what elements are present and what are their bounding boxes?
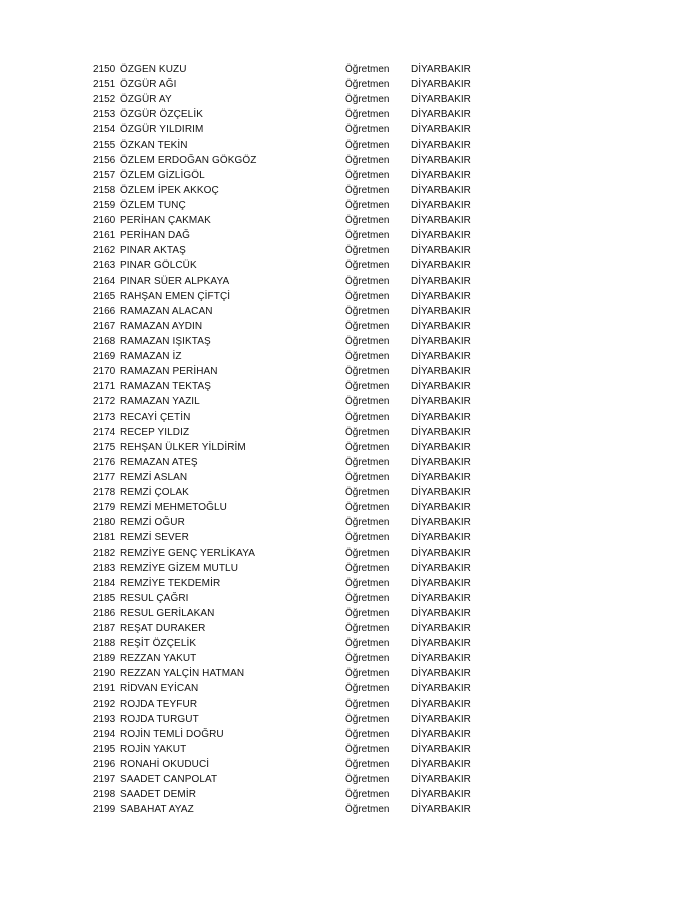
- job-title: Öğretmen: [345, 789, 390, 801]
- list-row: [93, 228, 513, 243]
- row-number: 2161: [93, 230, 116, 242]
- person-name: RAMAZAN TEKTAŞ: [120, 381, 212, 393]
- row-number: 2178: [93, 487, 116, 499]
- job-title: Öğretmen: [345, 532, 390, 544]
- city-name: DİYARBAKIR: [411, 290, 471, 302]
- city-name: DİYARBAKIR: [411, 366, 471, 378]
- job-title: Öğretmen: [345, 759, 390, 771]
- row-number: 2177: [93, 471, 116, 483]
- person-name: REMZİ MEHMETOĞLU: [120, 502, 227, 514]
- list-row: [93, 258, 513, 273]
- city-name: DİYARBAKIR: [411, 774, 471, 786]
- city-name: DİYARBAKIR: [411, 305, 471, 317]
- list-row: [93, 183, 513, 198]
- person-name: ROJDA TEYFUR: [120, 698, 198, 710]
- row-number: 2184: [93, 577, 116, 589]
- person-name: ÖZKAN TEKİN: [120, 139, 188, 151]
- job-title: Öğretmen: [345, 215, 390, 227]
- city-name: DİYARBAKIR: [411, 743, 471, 755]
- person-name: PINAR GÖLCÜK: [120, 260, 197, 272]
- job-title: Öğretmen: [345, 245, 390, 257]
- person-name: REHŞAN ÜLKER YİLDİRİM: [120, 441, 246, 453]
- city-name: DİYARBAKIR: [411, 728, 471, 740]
- job-title: Öğretmen: [345, 305, 390, 317]
- list-row: [93, 425, 513, 440]
- list-row: [93, 274, 513, 289]
- city-name: DİYARBAKIR: [411, 396, 471, 408]
- job-title: Öğretmen: [345, 381, 390, 393]
- list-row: [93, 394, 513, 409]
- city-name: DİYARBAKIR: [411, 592, 471, 604]
- job-title: Öğretmen: [345, 728, 390, 740]
- row-number: 2156: [93, 154, 116, 166]
- list-row: [93, 198, 513, 213]
- city-name: DİYARBAKIR: [411, 532, 471, 544]
- person-name: ROJİN YAKUT: [120, 743, 187, 755]
- job-title: Öğretmen: [345, 547, 390, 559]
- row-number: 2169: [93, 351, 116, 363]
- row-number: 2152: [93, 94, 116, 106]
- person-name: REMZİYE TEKDEMİR: [120, 577, 221, 589]
- person-name: RAHŞAN EMEN ÇİFTÇİ: [120, 290, 231, 302]
- job-title: Öğretmen: [345, 154, 390, 166]
- list-row: [93, 606, 513, 621]
- row-number: 2188: [93, 638, 116, 650]
- list-row: [93, 213, 513, 228]
- list-row: [93, 697, 513, 712]
- list-row: [93, 772, 513, 787]
- row-number: 2150: [93, 64, 116, 75]
- list-row: [93, 122, 513, 137]
- row-number: 2173: [93, 411, 116, 423]
- city-name: DİYARBAKIR: [411, 456, 471, 468]
- person-name: RAMAZAN PERİHAN: [120, 366, 218, 378]
- city-name: DİYARBAKIR: [411, 124, 471, 136]
- person-name: REMZİYE GİZEM MUTLU: [120, 562, 239, 574]
- row-number: 2182: [93, 547, 116, 559]
- list-row: [93, 243, 513, 258]
- list-row: [93, 168, 513, 183]
- person-name: REMZİ OĞUR: [120, 517, 185, 529]
- job-title: Öğretmen: [345, 199, 390, 211]
- row-number: 2160: [93, 215, 116, 227]
- job-title: Öğretmen: [345, 668, 390, 680]
- city-name: DİYARBAKIR: [411, 335, 471, 347]
- city-name: DİYARBAKIR: [411, 517, 471, 529]
- job-title: Öğretmen: [345, 275, 390, 287]
- list-row: [93, 591, 513, 606]
- job-title: Öğretmen: [345, 638, 390, 650]
- city-name: DİYARBAKIR: [411, 351, 471, 363]
- job-title: Öğretmen: [345, 653, 390, 665]
- city-name: DİYARBAKIR: [411, 562, 471, 574]
- person-name: REMAZAN ATEŞ: [120, 456, 198, 468]
- person-name: PERİHAN DAĞ: [120, 230, 191, 242]
- row-number: 2172: [93, 396, 116, 408]
- person-name: REMZİ SEVER: [120, 532, 189, 544]
- job-title: Öğretmen: [345, 366, 390, 378]
- row-number: 2197: [93, 774, 116, 786]
- list-row: [93, 681, 513, 696]
- list-row: [93, 153, 513, 168]
- city-name: DİYARBAKIR: [411, 320, 471, 332]
- city-name: DİYARBAKIR: [411, 245, 471, 257]
- city-name: DİYARBAKIR: [411, 683, 471, 695]
- row-number: 2196: [93, 759, 116, 771]
- list-row: [93, 379, 513, 394]
- job-title: Öğretmen: [345, 698, 390, 710]
- city-name: DİYARBAKIR: [411, 623, 471, 635]
- person-name: RAMAZAN YAZIL: [120, 396, 200, 408]
- row-number: 2154: [93, 124, 116, 136]
- city-name: DİYARBAKIR: [411, 502, 471, 514]
- city-name: DİYARBAKIR: [411, 411, 471, 423]
- row-number: 2186: [93, 607, 116, 619]
- row-number: 2189: [93, 653, 116, 665]
- row-number: 2159: [93, 199, 116, 211]
- list-row: [93, 319, 513, 334]
- person-name: ÖZLEM TUNÇ: [120, 199, 186, 211]
- row-number: 2199: [93, 804, 116, 816]
- list-row: [93, 349, 513, 364]
- job-title: Öğretmen: [345, 184, 390, 196]
- city-name: DİYARBAKIR: [411, 759, 471, 771]
- job-title: Öğretmen: [345, 351, 390, 363]
- job-title: Öğretmen: [345, 124, 390, 136]
- list-row: [93, 636, 513, 651]
- city-name: DİYARBAKIR: [411, 184, 471, 196]
- person-name: RAMAZAN ALACAN: [120, 305, 213, 317]
- list-row: [93, 92, 513, 107]
- teacher-list: [93, 62, 513, 817]
- job-title: Öğretmen: [345, 774, 390, 786]
- list-row: [93, 742, 513, 757]
- person-name: ÖZLEM GİZLİGÖL: [120, 169, 205, 181]
- row-number: 2165: [93, 290, 116, 302]
- job-title: Öğretmen: [345, 320, 390, 332]
- row-number: 2194: [93, 728, 116, 740]
- list-row: [93, 485, 513, 500]
- list-row: [93, 621, 513, 636]
- person-name: REZZAN YAKUT: [120, 653, 197, 665]
- row-number: 2174: [93, 426, 116, 438]
- person-name: ÖZLEM İPEK AKKOÇ: [120, 184, 219, 196]
- city-name: DİYARBAKIR: [411, 789, 471, 801]
- job-title: Öğretmen: [345, 804, 390, 816]
- city-name: DİYARBAKIR: [411, 79, 471, 91]
- job-title: Öğretmen: [345, 94, 390, 106]
- city-name: DİYARBAKIR: [411, 230, 471, 242]
- job-title: Öğretmen: [345, 79, 390, 91]
- person-name: PINAR SÜER ALPKAYA: [120, 275, 230, 287]
- list-row: [93, 530, 513, 545]
- job-title: Öğretmen: [345, 683, 390, 695]
- list-row: [93, 576, 513, 591]
- job-title: Öğretmen: [345, 139, 390, 151]
- row-number: 2153: [93, 109, 116, 121]
- row-number: 2185: [93, 592, 116, 604]
- row-number: 2181: [93, 532, 116, 544]
- person-name: SAADET CANPOLAT: [120, 774, 218, 786]
- job-title: Öğretmen: [345, 577, 390, 589]
- city-name: DİYARBAKIR: [411, 169, 471, 181]
- city-name: DİYARBAKIR: [411, 653, 471, 665]
- person-name: ÖZGÜR YILDIRIM: [120, 124, 204, 136]
- row-number: 2195: [93, 743, 116, 755]
- person-name: RECAYİ ÇETİN: [120, 411, 191, 423]
- job-title: Öğretmen: [345, 607, 390, 619]
- list-row: [93, 546, 513, 561]
- city-name: DİYARBAKIR: [411, 94, 471, 106]
- person-name: PINAR AKTAŞ: [120, 245, 186, 257]
- city-name: DİYARBAKIR: [411, 471, 471, 483]
- person-name: RECEP YILDIZ: [120, 426, 190, 438]
- list-row: [93, 410, 513, 425]
- person-name: ÖZLEM ERDOĞAN GÖKGÖZ: [120, 154, 257, 166]
- city-name: DİYARBAKIR: [411, 804, 471, 816]
- list-row: [93, 289, 513, 304]
- row-number: 2183: [93, 562, 116, 574]
- job-title: Öğretmen: [345, 109, 390, 121]
- row-number: 2158: [93, 184, 116, 196]
- list-row: [93, 666, 513, 681]
- row-number: 2155: [93, 139, 116, 151]
- person-name: ROJİN TEMLİ DOĞRU: [120, 728, 224, 740]
- person-name: ÖZGÜR ÖZÇELİK: [120, 109, 203, 121]
- city-name: DİYARBAKIR: [411, 426, 471, 438]
- person-name: REMZİYE GENÇ YERLİKAYA: [120, 547, 256, 559]
- job-title: Öğretmen: [345, 487, 390, 499]
- person-name: ROJDA TURGUT: [120, 713, 199, 725]
- row-number: 2192: [93, 698, 116, 710]
- list-row: [93, 62, 513, 77]
- job-title: Öğretmen: [345, 169, 390, 181]
- list-row: [93, 500, 513, 515]
- job-title: Öğretmen: [345, 562, 390, 574]
- job-title: Öğretmen: [345, 517, 390, 529]
- person-name: RAMAZAN IŞIKTAŞ: [120, 335, 211, 347]
- city-name: DİYARBAKIR: [411, 547, 471, 559]
- list-row: [93, 787, 513, 802]
- row-number: 2167: [93, 320, 116, 332]
- city-name: DİYARBAKIR: [411, 199, 471, 211]
- list-row: [93, 107, 513, 122]
- row-number: 2176: [93, 456, 116, 468]
- row-number: 2179: [93, 502, 116, 514]
- job-title: Öğretmen: [345, 411, 390, 423]
- city-name: DİYARBAKIR: [411, 441, 471, 453]
- job-title: Öğretmen: [345, 471, 390, 483]
- job-title: Öğretmen: [345, 623, 390, 635]
- person-name: REŞİT ÖZÇELİK: [120, 638, 197, 650]
- row-number: 2187: [93, 623, 116, 635]
- city-name: DİYARBAKIR: [411, 275, 471, 287]
- list-row: [93, 651, 513, 666]
- list-row: [93, 334, 513, 349]
- job-title: Öğretmen: [345, 743, 390, 755]
- list-row: [93, 802, 513, 817]
- person-name: SABAHAT AYAZ: [120, 804, 194, 816]
- job-title: Öğretmen: [345, 290, 390, 302]
- row-number: 2157: [93, 169, 116, 181]
- person-name: RESUL ÇAĞRI: [120, 592, 189, 604]
- person-name: RİDVAN EYİCAN: [120, 683, 199, 695]
- job-title: Öğretmen: [345, 592, 390, 604]
- list-row: [93, 304, 513, 319]
- row-number: 2163: [93, 260, 116, 272]
- row-number: 2166: [93, 305, 116, 317]
- row-number: 2164: [93, 275, 116, 287]
- person-name: RAMAZAN AYDIN: [120, 320, 203, 332]
- job-title: Öğretmen: [345, 335, 390, 347]
- city-name: DİYARBAKIR: [411, 638, 471, 650]
- list-row: [93, 727, 513, 742]
- person-name: REMZİ ÇOLAK: [120, 487, 189, 499]
- row-number: 2162: [93, 245, 116, 257]
- row-number: 2151: [93, 79, 116, 91]
- row-number: 2198: [93, 789, 116, 801]
- job-title: Öğretmen: [345, 230, 390, 242]
- row-number: 2175: [93, 441, 116, 453]
- city-name: DİYARBAKIR: [411, 668, 471, 680]
- city-name: DİYARBAKIR: [411, 215, 471, 227]
- list-row: [93, 515, 513, 530]
- row-number: 2170: [93, 366, 116, 378]
- person-name: REŞAT DURAKER: [120, 623, 206, 635]
- row-number: 2190: [93, 668, 116, 680]
- list-row: [93, 440, 513, 455]
- list-row: [93, 561, 513, 576]
- city-name: DİYARBAKIR: [411, 154, 471, 166]
- person-name: RAMAZAN İZ: [120, 351, 182, 363]
- list-row: [93, 470, 513, 485]
- person-name: REMZİ ASLAN: [120, 471, 188, 483]
- job-title: Öğretmen: [345, 456, 390, 468]
- list-row: [93, 757, 513, 772]
- job-title: Öğretmen: [345, 441, 390, 453]
- city-name: DİYARBAKIR: [411, 713, 471, 725]
- person-name: RESUL GERİLAKAN: [120, 607, 215, 619]
- list-row: [93, 77, 513, 92]
- row-number: 2193: [93, 713, 116, 725]
- city-name: DİYARBAKIR: [411, 381, 471, 393]
- list-row: [93, 364, 513, 379]
- person-name: SAADET DEMİR: [120, 789, 197, 801]
- person-name: REZZAN YALÇİN HATMAN: [120, 668, 245, 680]
- person-name: ÖZGEN KUZU: [120, 64, 187, 75]
- list-row: [93, 138, 513, 153]
- row-number: 2180: [93, 517, 116, 529]
- city-name: DİYARBAKIR: [411, 577, 471, 589]
- city-name: DİYARBAKIR: [411, 698, 471, 710]
- row-number: 2168: [93, 335, 116, 347]
- job-title: Öğretmen: [345, 64, 390, 75]
- city-name: DİYARBAKIR: [411, 139, 471, 151]
- person-name: PERİHAN ÇAKMAK: [120, 215, 211, 227]
- city-name: DİYARBAKIR: [411, 607, 471, 619]
- city-name: DİYARBAKIR: [411, 109, 471, 121]
- list-row: [93, 712, 513, 727]
- job-title: Öğretmen: [345, 260, 390, 272]
- job-title: Öğretmen: [345, 396, 390, 408]
- person-name: ÖZGÜR AY: [120, 94, 172, 106]
- person-name: RONAHİ OKUDUCİ: [120, 759, 210, 771]
- row-number: 2171: [93, 381, 116, 393]
- city-name: DİYARBAKIR: [411, 487, 471, 499]
- job-title: Öğretmen: [345, 713, 390, 725]
- job-title: Öğretmen: [345, 502, 390, 514]
- person-name: ÖZGÜR AĞI: [120, 79, 177, 91]
- job-title: Öğretmen: [345, 426, 390, 438]
- city-name: DİYARBAKIR: [411, 260, 471, 272]
- list-row: [93, 455, 513, 470]
- row-number: 2191: [93, 683, 116, 695]
- city-name: DİYARBAKIR: [411, 64, 471, 75]
